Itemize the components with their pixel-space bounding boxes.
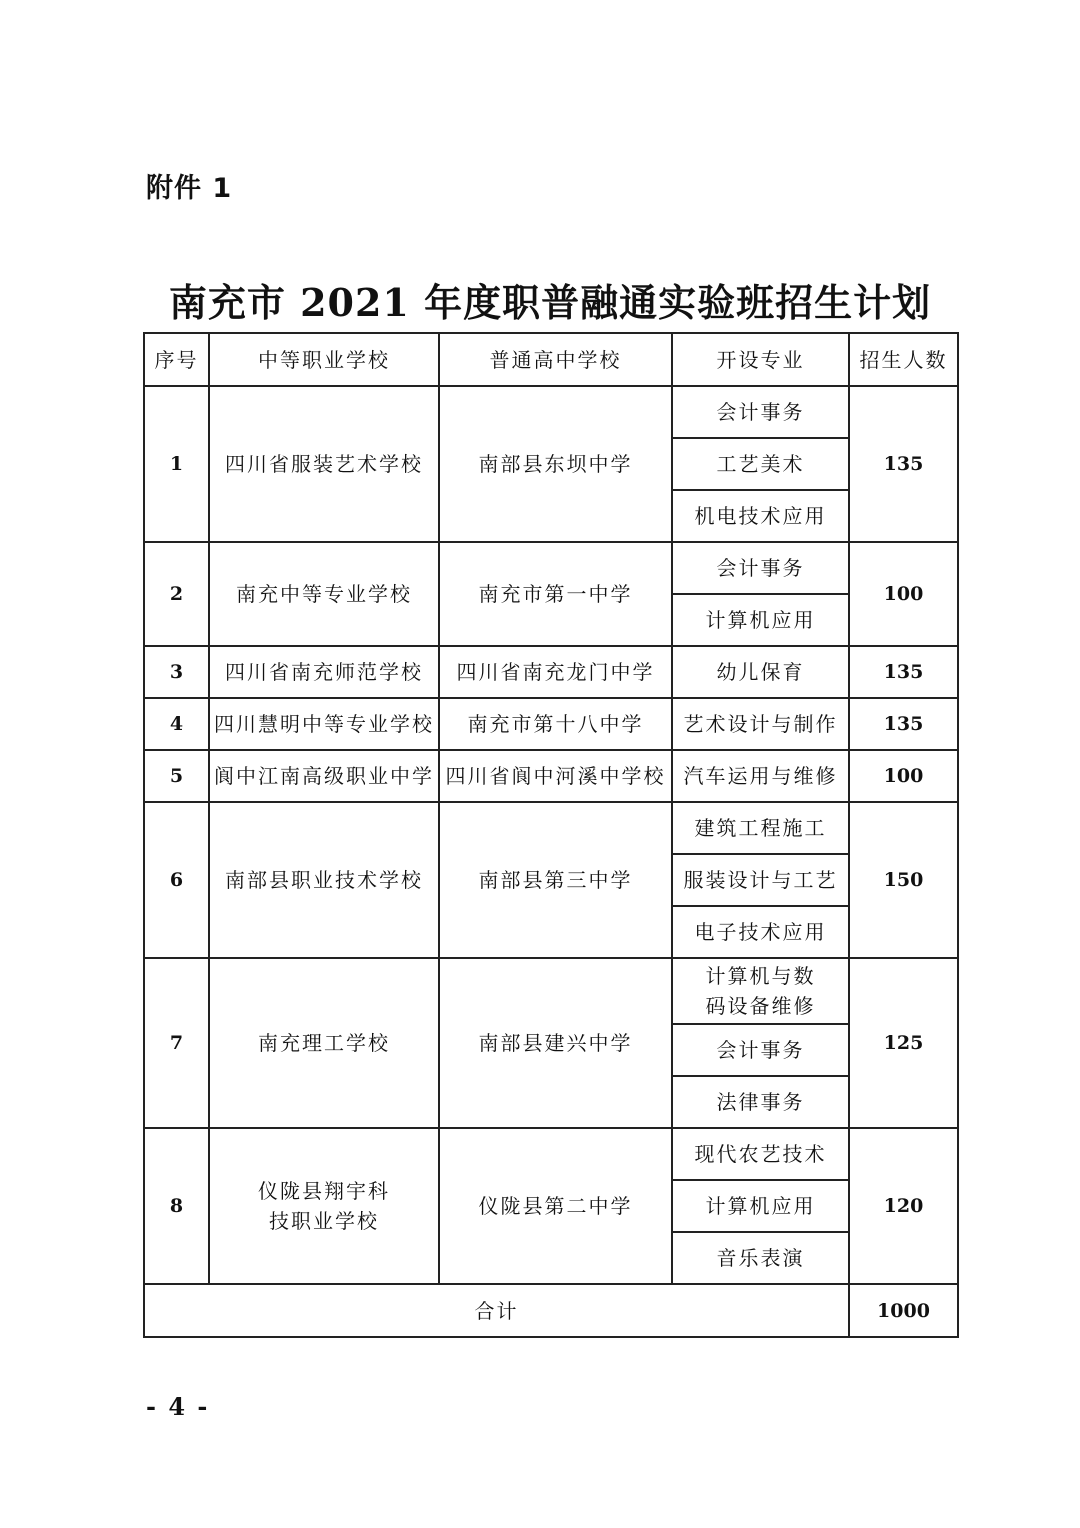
total-label: 合计 (144, 1284, 849, 1337)
enrollment-cell: 125 (849, 958, 958, 1128)
vocational-school-cell: 阆中江南高级职业中学 (209, 750, 439, 802)
major-cell: 服装设计与工艺 (672, 854, 849, 906)
row-index: 8 (144, 1128, 209, 1284)
enrollment-cell: 120 (849, 1128, 958, 1284)
table-header-row (144, 333, 958, 386)
header-high-school: 普通高中学校 (439, 333, 672, 386)
vocational-school-cell: 四川慧明中等专业学校 (209, 698, 439, 750)
major-cell: 法律事务 (672, 1076, 849, 1128)
high-school-cell: 四川省阆中河溪中学校 (439, 750, 672, 802)
high-school-cell: 南充市第十八中学 (439, 698, 672, 750)
enrollment-cell: 100 (849, 542, 958, 646)
total-row (144, 1284, 958, 1337)
table-row (144, 802, 958, 854)
row-index: 7 (144, 958, 209, 1128)
high-school-cell: 南部县东坝中学 (439, 386, 672, 542)
total-value: 1000 (849, 1284, 958, 1337)
table-row (144, 1128, 958, 1180)
row-index: 4 (144, 698, 209, 750)
major-cell: 会计事务 (672, 1024, 849, 1076)
major-cell: 会计事务 (672, 386, 849, 438)
enrollment-cell: 135 (849, 646, 958, 698)
vocational-school-cell: 四川省服装艺术学校 (209, 386, 439, 542)
major-cell: 计算机应用 (672, 1180, 849, 1232)
row-index: 1 (144, 386, 209, 542)
high-school-cell: 四川省南充龙门中学 (439, 646, 672, 698)
page-number: - 4 - (146, 1392, 210, 1421)
row-index: 5 (144, 750, 209, 802)
table-row (144, 698, 958, 750)
major-cell: 汽车运用与维修 (672, 750, 849, 802)
vocational-school-cell: 南充理工学校 (209, 958, 439, 1128)
high-school-cell: 南部县建兴中学 (439, 958, 672, 1128)
major-cell: 音乐表演 (672, 1232, 849, 1284)
header-index: 序号 (144, 333, 209, 386)
major-cell: 计算机应用 (672, 594, 849, 646)
header-vocational-school: 中等职业学校 (209, 333, 439, 386)
attachment-label: 附件 1 (146, 173, 233, 204)
header-enrollment: 招生人数 (849, 333, 958, 386)
vocational-school-cell: 仪陇县翔宇科技职业学校 (209, 1128, 439, 1284)
table-row (144, 750, 958, 802)
enrollment-cell: 150 (849, 802, 958, 958)
high-school-cell: 仪陇县第二中学 (439, 1128, 672, 1284)
table-row (144, 646, 958, 698)
enrollment-cell: 135 (849, 698, 958, 750)
document-title: 南充市 2021 年度职普融通实验班招生计划 (168, 280, 932, 325)
enrollment-cell: 135 (849, 386, 958, 542)
major-cell: 建筑工程施工 (672, 802, 849, 854)
major-cell: 现代农艺技术 (672, 1128, 849, 1180)
major-cell: 计算机与数码设备维修 (672, 958, 849, 1024)
major-cell: 工艺美术 (672, 438, 849, 490)
major-cell: 幼儿保育 (672, 646, 849, 698)
enrollment-cell: 100 (849, 750, 958, 802)
major-cell: 机电技术应用 (672, 490, 849, 542)
major-cell: 电子技术应用 (672, 906, 849, 958)
table-row (144, 958, 958, 1024)
header-majors: 开设专业 (672, 333, 849, 386)
table-row (144, 386, 958, 438)
vocational-school-cell: 南充中等专业学校 (209, 542, 439, 646)
row-index: 2 (144, 542, 209, 646)
high-school-cell: 南部县第三中学 (439, 802, 672, 958)
row-index: 6 (144, 802, 209, 958)
high-school-cell: 南充市第一中学 (439, 542, 672, 646)
vocational-school-cell: 四川省南充师范学校 (209, 646, 439, 698)
enrollment-plan-table (143, 332, 959, 1338)
table-row (144, 542, 958, 594)
row-index: 3 (144, 646, 209, 698)
major-cell: 艺术设计与制作 (672, 698, 849, 750)
vocational-school-cell: 南部县职业技术学校 (209, 802, 439, 958)
major-cell: 会计事务 (672, 542, 849, 594)
